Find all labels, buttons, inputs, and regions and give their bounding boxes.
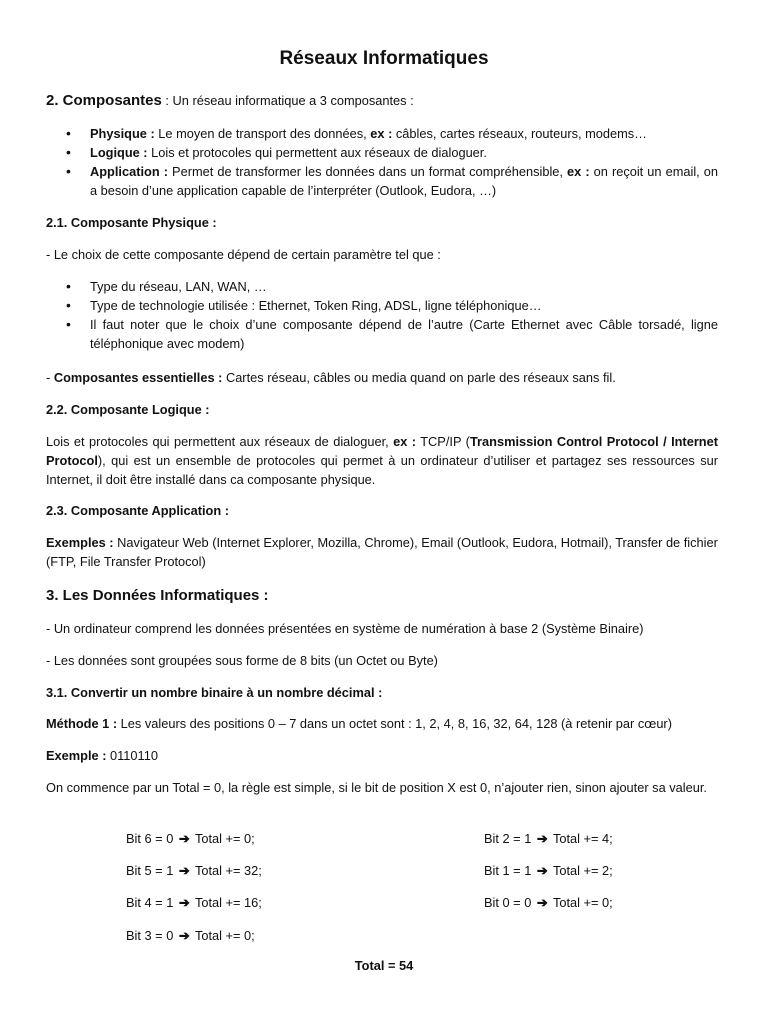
section-2-text: Un réseau informatique a 3 composantes : — [172, 93, 414, 108]
item-text: Permet de transformer les données dans un format compréhensible, — [168, 164, 568, 179]
item-label: Logique : — [90, 145, 148, 160]
item-ex: ex : — [567, 164, 590, 179]
section-2-sep: : — [161, 93, 173, 108]
item-label: Physique : — [90, 126, 155, 141]
arrow-icon: ➔ — [178, 928, 190, 943]
para-bold: Transmission Control Protocol / Internet Protocol — [46, 434, 718, 468]
arrow-icon: ➔ — [178, 831, 190, 846]
section-3-heading — [46, 586, 718, 605]
heading-text: 3.1. Convertir un nombre binaire à un nombre décimal : — [46, 685, 383, 700]
section-2-2-paragraph — [46, 432, 718, 489]
page-title: Réseaux Informatiques — [279, 48, 489, 69]
total-line: Total = 54 — [354, 958, 414, 973]
bit-label: Bit 1 = 1 — [484, 863, 532, 878]
section-2-1-intro: - Le choix de cette composante dépend de certain paramètre tel que : — [46, 247, 441, 262]
bit-result: Total += 2; — [552, 863, 613, 878]
example-label: Exemple : — [46, 748, 107, 763]
arrow-icon: ➔ — [536, 895, 548, 910]
section-2-3-heading — [46, 501, 718, 520]
list-item — [46, 162, 718, 200]
bit-line — [484, 893, 613, 912]
arrow-icon: ➔ — [178, 863, 190, 878]
bit-label: Bit 5 = 1 — [126, 863, 174, 878]
bit-line — [484, 829, 613, 848]
bit-result: Total += 0; — [194, 831, 255, 846]
examples-text: Navigateur Web (Internet Explorer, Mozilla, Chrome), Email (Outlook, Eudora, Hotmail), Transfer de fichier (FTP, File Transfer Protocol) — [46, 535, 718, 569]
essentials-line — [46, 368, 718, 387]
bit-label: Bit 3 = 0 — [126, 928, 174, 943]
heading-text: 2.2. Composante Logique : — [46, 402, 210, 417]
section-3-1-heading — [46, 683, 718, 702]
bit-result: Total += 16; — [194, 895, 262, 910]
bit-result: Total += 32; — [194, 863, 262, 878]
bit-result: Total += 0; — [194, 928, 255, 943]
components-list — [46, 124, 718, 200]
para-ex: ex : — [393, 434, 417, 449]
bit-label: Bit 0 = 0 — [484, 895, 532, 910]
bit-line — [126, 829, 255, 848]
examples-label: Exemples : — [46, 535, 114, 550]
item-text: Lois et protocoles qui permettent aux réseaux de dialoguer. — [147, 145, 487, 160]
bit-label: Bit 6 = 0 — [126, 831, 174, 846]
bit-result: Total += 0; — [552, 895, 613, 910]
list-item: • Type de technologie utilisée : Ethernet, Token Ring, ADSL, ligne téléphonique… — [46, 296, 718, 315]
section-3-line-2: - Les données sont groupées sous forme de 8 bits (un Octet ou Byte) — [46, 653, 438, 668]
item-text: câbles, cartes réseaux, routeurs, modems… — [392, 126, 647, 141]
bit-line — [126, 893, 262, 912]
bit-line — [126, 861, 262, 880]
physical-list — [46, 277, 718, 353]
essentials-text: Cartes réseau, câbles ou media quand on parle des réseaux sans fil. — [222, 370, 616, 385]
heading-text: 2.3. Composante Application : — [46, 503, 229, 518]
bit-line — [484, 861, 613, 880]
list-item — [46, 124, 718, 143]
item-ex: ex : — [370, 126, 393, 141]
rule-paragraph: On commence par un Total = 0, la règle est simple, si le bit de position X est 0, n’ajouter rien, sinon ajouter sa valeur. — [46, 780, 707, 795]
method-text: Les valeurs des positions 0 – 7 dans un octet sont : 1, 2, 4, 8, 16, 32, 64, 128 (à retenir par cœur) — [117, 716, 672, 731]
list-item: • Type du réseau, LAN, WAN, … — [46, 277, 718, 296]
section-2-3-paragraph — [46, 533, 718, 571]
para-text: Lois et protocoles qui permettent aux réseaux de dialoguer, — [46, 434, 394, 449]
method-line — [46, 714, 718, 733]
bit-label: Bit 2 = 1 — [484, 831, 532, 846]
example-line — [46, 746, 718, 765]
dash: - — [46, 370, 54, 385]
arrow-icon: ➔ — [536, 831, 548, 846]
section-3-line-1: - Un ordinateur comprend les données présentées en système de numération à base 2 (Système Binaire) — [46, 621, 644, 636]
essentials-label: Composantes essentielles : — [53, 370, 223, 385]
bit-result: Total += 4; — [552, 831, 613, 846]
section-2-line — [46, 91, 718, 110]
item-text: on reçoit un email, on a besoin d’une application capable de l’interpréter (Outlook, Eudora, …) — [90, 164, 719, 198]
heading-text: 2.1. Composante Physique : — [46, 215, 217, 230]
heading-text: 3. Les Données Informatiques : — [46, 587, 269, 604]
bit-label: Bit 4 = 1 — [126, 895, 174, 910]
list-item — [46, 143, 718, 162]
bit-line — [126, 926, 255, 945]
item-label: Application : — [90, 164, 168, 179]
method-label: Méthode 1 : — [46, 716, 118, 731]
arrow-icon: ➔ — [536, 863, 548, 878]
para-text: ), qui est un ensemble de protocoles qui permet à un ordinateur d’utiliser et partagez ses ressources sur Internet, il doit être installé dans ca composante physique. — [46, 453, 718, 487]
item-text: Le moyen de transport des données, — [154, 126, 371, 141]
example-value: 0110110 — [106, 748, 158, 763]
section-2-2-heading — [46, 400, 718, 419]
section-2-heading: 2. Composantes — [46, 92, 162, 109]
para-text: TCP/IP ( — [416, 434, 470, 449]
list-item: • Il faut noter que le choix d’une composante dépend de l’autre (Carte Ethernet avec Câble torsadé, ligne téléphonique avec modem) — [46, 315, 718, 353]
arrow-icon: ➔ — [178, 895, 190, 910]
section-2-1-heading — [46, 213, 718, 232]
